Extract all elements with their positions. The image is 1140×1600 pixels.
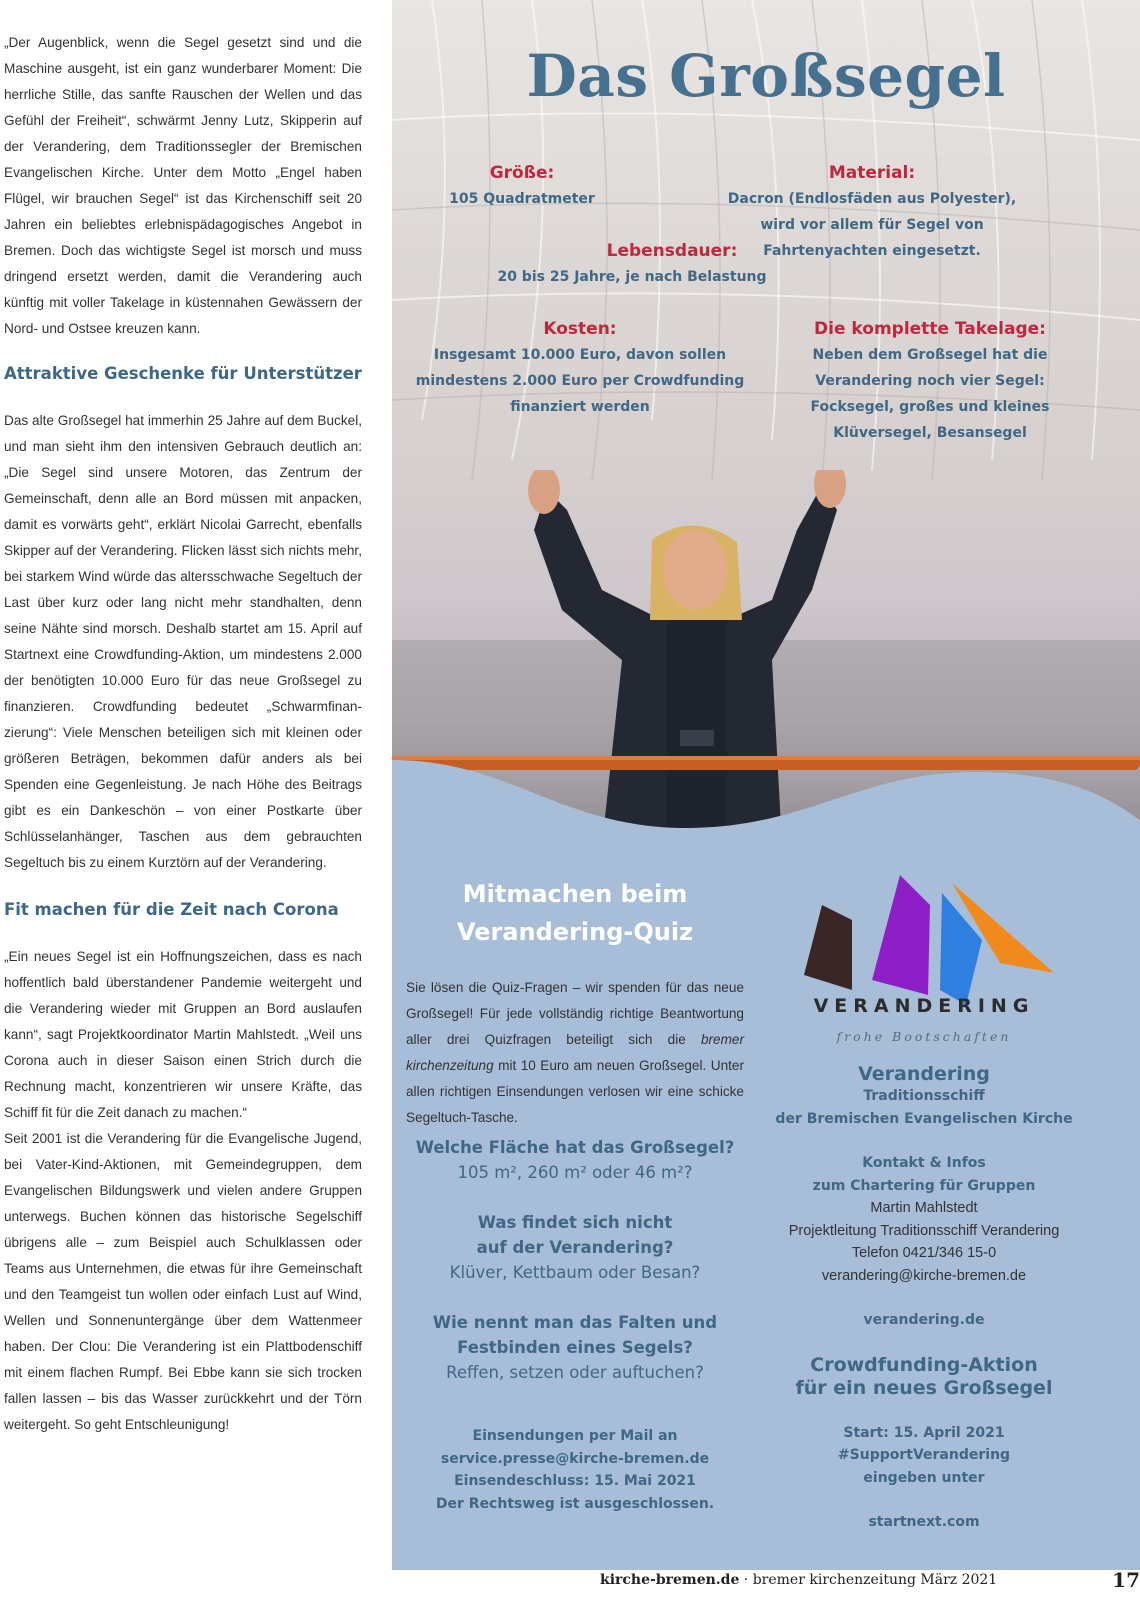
contact-role: Projektleitung Traditionsschiff Verandering bbox=[788, 1222, 1060, 1239]
quiz-question-3 bbox=[406, 1310, 744, 1385]
section-heading: Fit machen für die Zeit nach Corona bbox=[4, 900, 339, 919]
quiz-intro-text: mit 10 Euro am neuen Großsegel. Unter allen richtigen Einsendungen verlosen wir eine schicke Segeltuch-Tasche. bbox=[406, 1058, 744, 1125]
page-number: 17 bbox=[1112, 1568, 1140, 1592]
entry-email[interactable]: service.presse@kirche-bremen.de bbox=[440, 1450, 710, 1467]
fact-label: Lebensdauer: bbox=[606, 241, 738, 261]
logo-sail bbox=[804, 905, 852, 990]
contact-heading: zum Chartering für Gruppen bbox=[812, 1177, 1036, 1194]
fact-label: Material: bbox=[828, 163, 916, 183]
website-link[interactable]: verandering.de bbox=[863, 1312, 985, 1328]
ship-subtitle: Traditionsschiff bbox=[863, 1088, 985, 1104]
contact-phone[interactable]: Telefon 0421/346 15-0 bbox=[851, 1245, 997, 1261]
contact-person: Martin Mahlstedt bbox=[870, 1200, 978, 1216]
ship-name: Verandering bbox=[858, 1063, 990, 1085]
article-paragraph: „Der Augenblick, wenn die Segel gesetzt sind und die Maschine ausgeht, ist ein ganz wunderbarer Moment: Die herrliche Stille, das sanfte Rauschen der Wellen und das Gefühl der Freiheit“, schwärmt Jenny Lutz, Skipperin auf der Verandering, dem Traditionssegler der Bremischen Evangelischen Kirche. Unter dem Motto „Engel haben Flügel, wir brauchen Segel“ ist das Kirchenschiff seit 20 Jahren ein beliebtes erlebnispädagogisches Angebot in Bremen. Doch das wichtigste Segel ist morsch und muss dringend ersetzt werden, damit die Verandering auch künftig mit voller Takelage in küstennahen Gewässern der Nord- und Ostsee kreuzen kann. bbox=[4, 35, 362, 336]
logo-wordmark: VERANDERING bbox=[813, 995, 1035, 1017]
answer-options: 105 m², 260 m² oder 46 m²? bbox=[457, 1163, 693, 1182]
quiz-title-line: Mitmachen beim bbox=[462, 880, 688, 908]
article-paragraph: „Ein neues Segel ist ein Hoffnungszeichen, dass es nach hoffentlich bald überstandener Pandemie weitergeht und die Verandering wieder mit Gruppen an Bord auslaufen kann“, sagt Projektkoordinator Martin Mahlstedt. „Weil uns Corona auch in dieser Saison einen Strich durch die Rechnung macht, konzentrieren wir unsere Kräfte, das Schiff fit für die Zeit danach zu machen.“ bbox=[4, 949, 362, 1120]
entry-line: Einsendungen per Mail an bbox=[472, 1428, 678, 1444]
crowdfunding-heading: Crowdfunding-Aktion bbox=[810, 1353, 1038, 1376]
wave-divider bbox=[392, 760, 1140, 870]
article-paragraph: Das alte Großsegel hat immerhin 25 Jahre auf dem Buckel, und man sieht ihm den intensiven Gebrauch deutlich an: „Die Segel sind unsere Motoren, das Zentrum der Gemeinschaft, denn alle an Bord müssen mit anpacken, damit es vorwärts geht“, erklärt Nicolai Garrecht, ebenfalls Skipper auf der Verandering. Flicken lässt sich nichts mehr, bei starkem Wind würde das altersschwache Segeltuch der Last über kurz oder lang nicht mehr standhalten, denn seine Nähte sind morsch. Deshalb startet am 15. April auf Startnext eine Crowdfunding-Aktion, um mindestens 2.000 der benötigten 10.000 Euro für das neue Großsegel zu finanzieren. Crowdfunding bedeutet „Schwarmfinanzierung“: Viele Menschen beteiligen sich mit kleinen oder größeren Beträgen, bekommen dafür anders als bei Spenden eine Gegenleistung. Je nach Höhe des Beitrags gibt es ein Dankeschön – von einer Postkarte über Schlüsselanhänger, Taschen aus dem gebrauchten Segeltuch bis zu einem Kurztörn auf der Verandering. bbox=[4, 413, 362, 870]
page-title: Das Großsegel bbox=[526, 42, 1006, 110]
fact-size bbox=[432, 160, 612, 212]
quiz-intro-text: Sie lösen die Quiz-Fragen – wir spenden für das neue Großsegel! Für jede vollständig richtige Beantwortung aller drei Quizfragen beteiligt sich die bbox=[406, 980, 744, 1047]
section-heading: Attraktive Geschenke für Unterstützer bbox=[4, 364, 362, 383]
quiz-question-2 bbox=[406, 1210, 744, 1285]
answer-options: Reffen, setzen oder auftuchen? bbox=[446, 1363, 704, 1382]
quiz-question-1 bbox=[406, 1135, 744, 1185]
fact-value: 20 bis 25 Jahre, je nach Belastung bbox=[497, 269, 767, 285]
fact-value: Neben dem Großsegel hat die bbox=[812, 347, 1048, 363]
question-text: auf der Verandering? bbox=[476, 1238, 674, 1257]
fact-value: finanziert werden bbox=[510, 399, 650, 415]
logo-tagline: frohe Bootschaften bbox=[836, 1029, 1012, 1044]
question-text: Wie nennt man das Falten und bbox=[432, 1313, 718, 1332]
fact-value: mindestens 2.000 Euro per Crowdfunding bbox=[415, 373, 745, 389]
fact-value: Insgesamt 10.000 Euro, davon sollen bbox=[433, 347, 727, 363]
fact-lifetime bbox=[492, 238, 772, 290]
fact-rigging bbox=[790, 316, 1070, 446]
fact-value: Fahrtenyachten eingesetzt. bbox=[763, 243, 981, 259]
contact-heading: Kontakt & Infos bbox=[862, 1155, 986, 1171]
quiz-intro-emphasis: bremer kirchenzeitung bbox=[406, 1032, 744, 1073]
sail-photo bbox=[392, 0, 1140, 845]
logo-sail bbox=[872, 875, 930, 995]
crowdfunding-heading: für ein neues Großsegel bbox=[795, 1376, 1053, 1399]
entry-line: Einsendeschluss: 15. Mai 2021 bbox=[454, 1473, 696, 1489]
contact-email[interactable]: verandering@kirche-bremen.de bbox=[821, 1267, 1027, 1284]
quiz-title-line: Verandering-Quiz bbox=[456, 918, 694, 946]
article-paragraph: Seit 2001 ist die Verandering für die Evangelische Jugend, bei Vater-Kind-Aktionen, mit Gemeindegruppen, dem Evangelischen Bildungswerk und vielen andere Gruppen unterwegs. Buchen können das historische Segelschiff übrigens alle – zum Beispiel auch Schulklassen oder Teams aus Unternehmen, die etwas für ihre Gemeinschaft und den Teamgeist tun wollen oder einfach Lust auf Wind, Wellen und Sonnenuntergänge über dem Wattenmeer haben. Der Clou: Die Verandering ist ein Plattbodenschiff mit einem flachen Rumpf. Bei Ebbe kann sie sich trocken fallen lassen – bis das Wasser zurückkehrt und der Törn weitergeht. So geht Entschleunigung! bbox=[4, 1131, 362, 1432]
crowdfunding-start: Start: 15. April 2021 bbox=[843, 1424, 1005, 1441]
contact-info bbox=[774, 1063, 1074, 1534]
question-text: Festbinden eines Segels? bbox=[457, 1338, 693, 1357]
crowdfunding-text: eingeben unter bbox=[863, 1469, 985, 1486]
fact-value: Klüversegel, Besansegel bbox=[833, 425, 1027, 441]
fact-value: Dacron (Endlosfäden aus Polyester), bbox=[727, 191, 1017, 207]
crowdfunding-hashtag: #SupportVerandering bbox=[837, 1447, 1011, 1463]
fact-value: wird vor allem für Segel von bbox=[760, 217, 984, 233]
entry-line: Der Rechtsweg ist ausgeschlossen. bbox=[435, 1495, 715, 1512]
footer-site[interactable]: kirche-bremen.de bbox=[600, 1572, 740, 1588]
fact-value: 105 Quadratmeter bbox=[449, 191, 595, 207]
fact-label: Kosten: bbox=[543, 319, 617, 339]
ship-subtitle: der Bremischen Evangelischen Kirche bbox=[775, 1110, 1073, 1127]
article-column bbox=[4, 30, 362, 1438]
fact-label: Die komplette Takelage: bbox=[814, 319, 1046, 339]
quiz-title bbox=[406, 875, 744, 951]
fact-cost bbox=[410, 316, 750, 420]
question-text: Welche Fläche hat das Großsegel? bbox=[415, 1138, 735, 1157]
fact-value: Verandering noch vier Segel: bbox=[815, 373, 1045, 389]
entry-info bbox=[406, 1425, 744, 1515]
fact-label: Größe: bbox=[489, 163, 555, 183]
startnext-link[interactable]: startnext.com bbox=[868, 1514, 980, 1530]
quiz-intro bbox=[406, 975, 744, 1131]
footer-separator: · bbox=[739, 1572, 753, 1588]
question-text: Was findet sich nicht bbox=[477, 1213, 673, 1232]
footer-publication: bremer kirchenzeitung März 2021 bbox=[752, 1572, 998, 1588]
page-footer bbox=[600, 1568, 1140, 1600]
fact-value: Focksegel, großes und kleines bbox=[810, 399, 1050, 415]
quiz-and-info-panel bbox=[392, 845, 1140, 1570]
answer-options: Klüver, Kettbaum oder Besan? bbox=[449, 1263, 701, 1282]
